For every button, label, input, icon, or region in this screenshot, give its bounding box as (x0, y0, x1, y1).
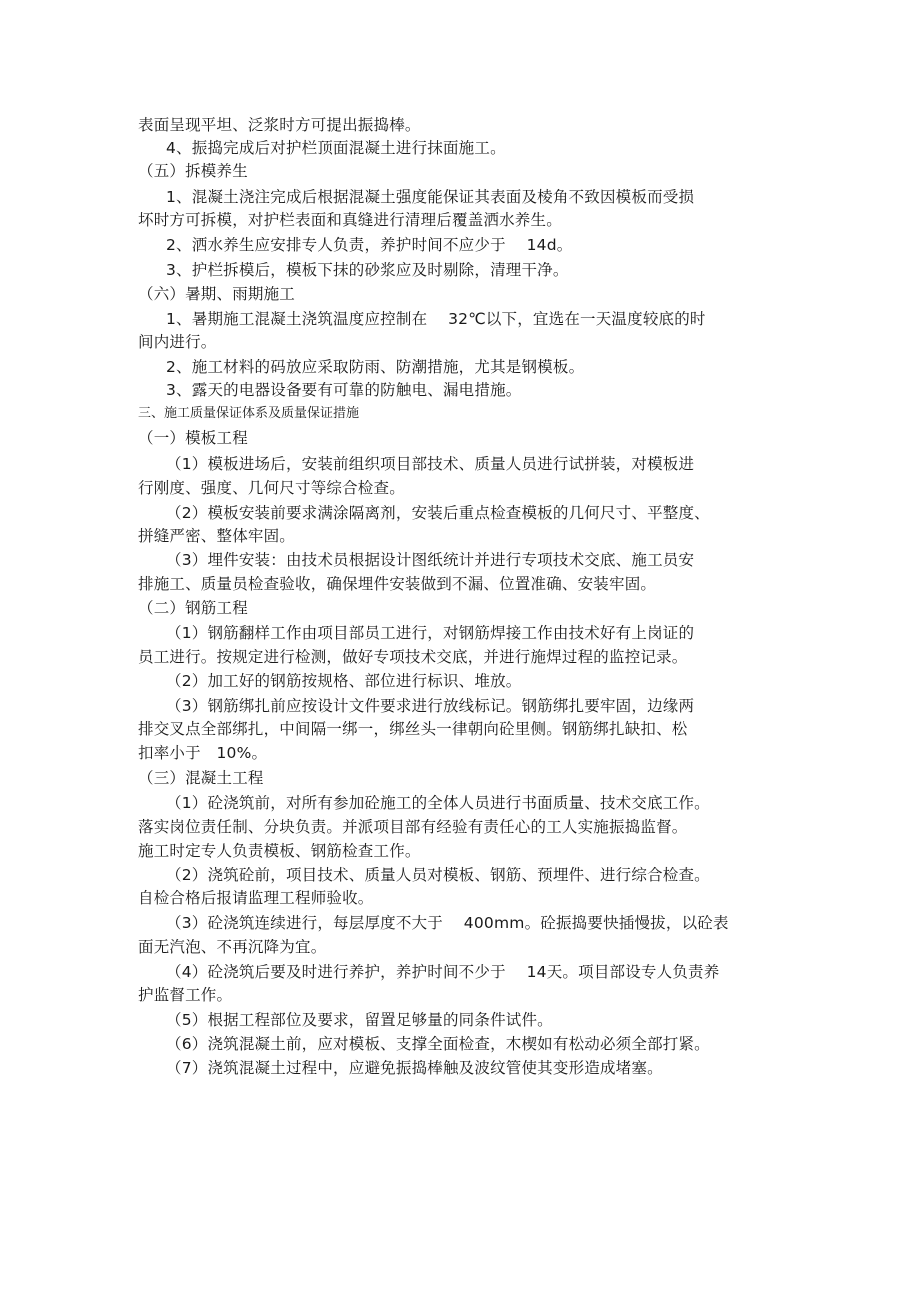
section-heading: （三）混凝土工程 (138, 769, 264, 787)
section-heading: （六）暑期、雨期施工 (138, 285, 296, 303)
paragraph-line: 间内进行。 (138, 333, 217, 351)
paragraph-line: 护监督工作。 (138, 986, 233, 1004)
paragraph-line: （1）模板进场后，安装前组织项目部技术、质量人员进行试拼装，对模板进 (166, 455, 695, 473)
paragraph-line: 拼缝严密、整体牢固。 (138, 527, 296, 545)
paragraph-line: 3、露天的电器设备要有可靠的防触电、漏电措施。 (166, 381, 522, 399)
paragraph-line: 3、护栏拆模后，模板下抹的砂浆应及时剔除，清理干净。 (166, 261, 569, 279)
paragraph-line: （3）钢筋绑扎前应按设计文件要求进行放线标记。钢筋绑扎要牢固，边缘两 (166, 697, 695, 715)
paragraph-line: （2）加工好的钢筋按规格、部位进行标识、堆放。 (166, 672, 522, 690)
paragraph-line: 2、施工材料的码放应采取防雨、防潮措施，尤其是钢模板。 (166, 358, 585, 376)
paragraph-line: （2）模板安装前要求满涂隔离剂，安装后重点检查模板的几何尺寸、平整度、 (166, 504, 710, 522)
section-heading: （二）钢筋工程 (138, 599, 248, 617)
section-heading: （一）模板工程 (138, 429, 248, 447)
paragraph-line: 行刚度、强度、几何尺寸等综合检查。 (138, 479, 405, 497)
paragraph-line: 排交叉点全部绑扎，中间隔一绑一，绑丝头一律朝向砼里侧。钢筋绑扎缺扣、松 (138, 720, 688, 738)
paragraph-line: （5）根据工程部位及要求，留置足够量的同条件试件。 (166, 1011, 553, 1029)
paragraph-line: 1、混凝土浇注完成后根据混凝土强度能保证其表面及棱角不致因模板而受损 (166, 188, 695, 206)
paragraph-line: （1）钢筋翻样工作由项目部员工进行，对钢筋焊接工作由技术好有上岗证的 (166, 624, 695, 642)
paragraph-line: 扣率小于 10%。 (138, 744, 268, 762)
paragraph-line: 面无汽泡、不再沉降为宜。 (138, 938, 327, 956)
paragraph-line: 4、振捣完成后对护栏顶面混凝土进行抹面施工。 (166, 139, 506, 157)
paragraph-line: 坏时方可拆模，对护栏表面和真缝进行清理后覆盖洒水养生。 (138, 211, 562, 229)
paragraph-line: 排施工、质量员检查验收，确保埋件安装做到不漏、位置准确、安装牢固。 (138, 575, 657, 593)
section-heading: （五）拆模养生 (138, 162, 248, 180)
paragraph-line: 2、洒水养生应安排专人负责，养护时间不应少于 14d。 (166, 236, 573, 254)
paragraph-line: （3）砼浇筑连续进行，每层厚度不大于 400mm。砼振捣要快插慢拔，以砼表 (166, 914, 729, 932)
paragraph-line: （7）浇筑混凝土过程中，应避免振捣棒触及波纹管使其变形造成堵塞。 (166, 1059, 663, 1077)
paragraph-line: 落实岗位责任制、分块负责。并派项目部有经验有责任心的工人实施振捣监督。 (138, 818, 688, 836)
paragraph-line: 表面呈现平坦、泛浆时方可提出振捣棒。 (138, 116, 421, 134)
paragraph-line: 自检合格后报请监理工程师验收。 (138, 889, 374, 907)
paragraph-line: 1、暑期施工混凝土浇筑温度应控制在 32℃以下，宜选在一天温度较底的时 (166, 310, 706, 328)
paragraph-line: （4）砼浇筑后要及时进行养护，养护时间不少于 14天。项目部设专人负责养 (166, 963, 720, 981)
paragraph-line: （1）砼浇筑前，对所有参加砼施工的全体人员进行书面质量、技术交底工作。 (166, 794, 710, 812)
paragraph-line: （3）埋件安装：由技术员根据设计图纸统计并进行专项技术交底、施工员安 (166, 551, 695, 569)
paragraph-line: （2）浇筑砼前，项目技术、质量人员对模板、钢筋、预埋件、进行综合检查。 (166, 866, 710, 884)
paragraph-line: （6）浇筑混凝土前，应对模板、支撑全面检查，木楔如有松动必须全部打紧。 (166, 1035, 710, 1053)
paragraph-line: 施工时定专人负责模板、钢筋检查工作。 (138, 842, 421, 860)
chapter-heading: 三、施工质量保证体系及质量保证措施 (138, 406, 360, 421)
paragraph-line: 员工进行。按规定进行检测，做好专项技术交底，并进行施焊过程的监控记录。 (138, 648, 688, 666)
